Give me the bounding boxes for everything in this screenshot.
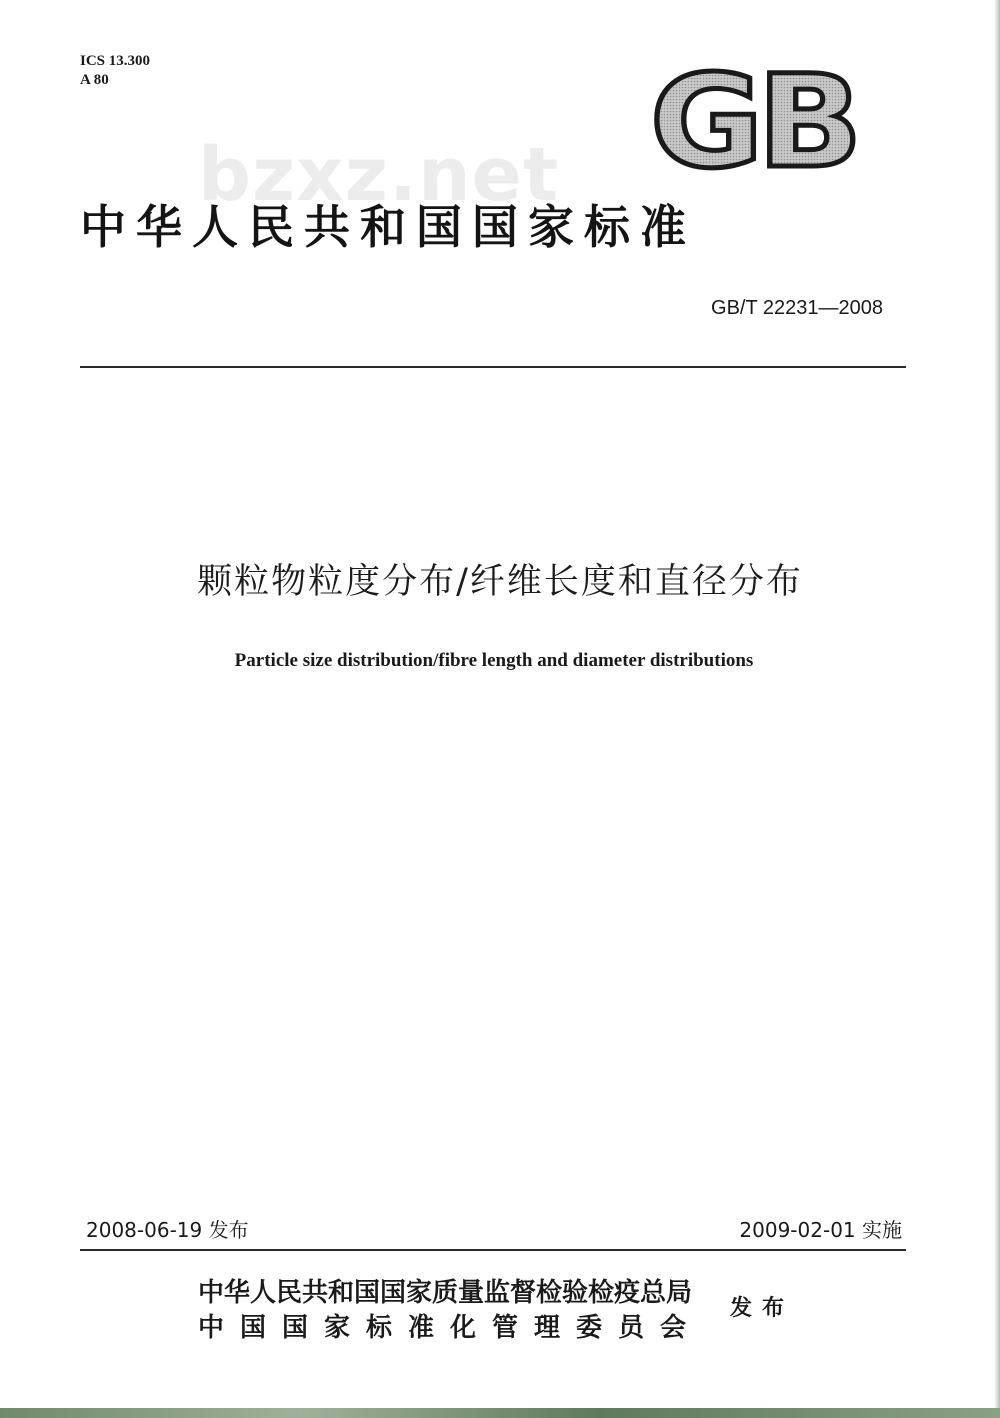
classification-codes: [80, 52, 150, 90]
national-standard-title: 中华人民共和国国家标准: [80, 200, 696, 254]
ics-code: ICS 13.300: [80, 53, 151, 69]
watermark-text: bzxz.net: [198, 132, 560, 218]
gb-logo-text: GB: [650, 62, 856, 174]
bottom-divider: [80, 1249, 906, 1251]
gb-logo-icon: [648, 62, 858, 174]
implementation-date: 2009-02-01 实施: [739, 1218, 902, 1242]
standard-title-chinese: 颗粒物粒度分布/纤维长度和直径分布: [197, 562, 803, 602]
scan-bottom-edge: [0, 1408, 1000, 1418]
ccs-code: A 80: [80, 72, 109, 88]
standard-number: GB/T 22231—2008: [711, 297, 883, 319]
publish-label: 发布: [730, 1296, 795, 1321]
page-edge-shadow: [994, 0, 1000, 1418]
publisher-aqsiq: 中华人民共和国国家质量监督检验检疫总局: [198, 1278, 693, 1308]
top-divider: [80, 366, 906, 368]
publishing-authorities: [198, 1276, 710, 1346]
issue-date: 2008-06-19 发布: [86, 1218, 249, 1242]
publisher-sac: 中国国家标准化管理委员会: [198, 1313, 703, 1343]
standard-title-english: Particle size distribution/fibre length and diameter distributions: [234, 650, 754, 671]
